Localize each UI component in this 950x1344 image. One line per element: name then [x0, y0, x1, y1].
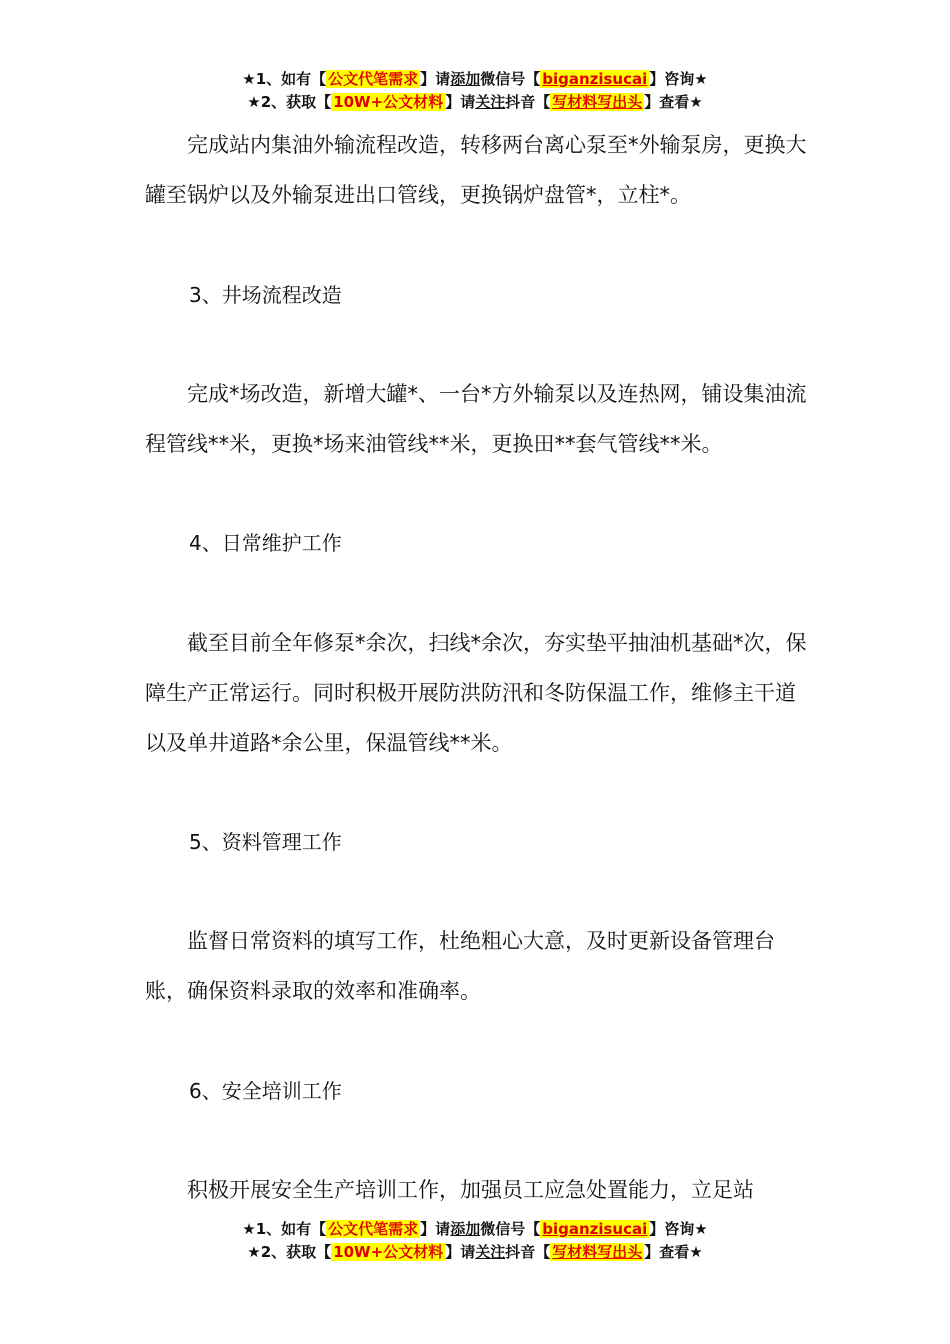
promo-highlight: 公文代笔需求	[328, 70, 419, 88]
promo-highlight: 10W+公文材料	[333, 1243, 444, 1261]
promo-text: ★1、如有【	[242, 70, 327, 88]
heading-records	[145, 817, 810, 867]
heading-maintenance	[145, 518, 810, 568]
heading-wellsite	[145, 270, 810, 320]
promo-highlight-wechat-id: biganzisucai	[542, 70, 648, 88]
promo-text: 抖音【	[505, 1243, 551, 1261]
promo-highlight-wechat-id: biganzisucai	[542, 1220, 648, 1238]
promo-text: ★1、如有【	[242, 1220, 327, 1238]
promo-text: 】咨询★	[649, 70, 708, 88]
promo-text: 】请	[445, 93, 476, 111]
promo-text: 】查看★	[644, 93, 703, 111]
promo-line-1	[0, 68, 950, 91]
section-heading: 3、井场流程改造	[189, 283, 342, 307]
heading-safety	[145, 1066, 810, 1116]
paragraph-records	[145, 916, 810, 1016]
promo-line-2	[0, 91, 950, 114]
promo-text: 】请	[445, 1243, 476, 1261]
body-text: 积极开展安全生产培训工作，加强员工应急处置能力，立足站	[187, 1178, 754, 1202]
promo-text: ★2、获取【	[247, 93, 332, 111]
promo-underlined: 添加	[450, 70, 481, 88]
promo-line-1	[0, 1218, 950, 1241]
section-heading: 6、安全培训工作	[189, 1079, 342, 1103]
body-text: 监督日常资料的填写工作，杜绝粗心大意，及时更新设备管理台账，确保资料录取的效率和准确率。	[145, 929, 775, 1003]
promo-text: 】请	[420, 70, 451, 88]
promo-underlined: 关注	[475, 93, 506, 111]
promo-text: 】请	[420, 1220, 451, 1238]
promo-highlight-douyin: 写材料写出头	[552, 1243, 643, 1261]
promo-highlight: 公文代笔需求	[328, 1220, 419, 1238]
promo-underlined: 添加	[450, 1220, 481, 1238]
promo-text: 】咨询★	[649, 1220, 708, 1238]
section-heading: 4、日常维护工作	[189, 531, 342, 555]
promo-text: 微信号【	[480, 1220, 541, 1238]
section-heading: 5、资料管理工作	[189, 830, 342, 854]
promo-text: ★2、获取【	[247, 1243, 332, 1261]
promo-text: 】查看★	[644, 1243, 703, 1261]
paragraph-maintenance	[145, 618, 810, 768]
promo-line-2	[0, 1241, 950, 1264]
promo-underlined: 关注	[475, 1243, 506, 1261]
body-text: 截至目前全年修泵*余次，扫线*余次，夯实垫平抽油机基础*次，保障生产正常运行。同时积极开展防洪防汛和冬防保温工作，维修主干道以及单井道路*余公里，保温管线**米。	[145, 631, 807, 755]
promo-highlight-douyin: 写材料写出头	[552, 93, 643, 111]
paragraph-station-flow	[145, 120, 810, 220]
body-text: 完成站内集油外输流程改造，转移两台离心泵至*外输泵房，更换大罐至锅炉以及外输泵进出口管线，更换锅炉盘管*，立柱*。	[145, 133, 807, 207]
body-text: 完成*场改造，新增大罐*、一台*方外输泵以及连热网，铺设集油流程管线**米，更换*场来油管线**米，更换田**套气管线**米。	[145, 382, 807, 456]
promo-highlight: 10W+公文材料	[333, 93, 444, 111]
paragraph-safety	[145, 1165, 810, 1215]
promo-text: 抖音【	[505, 93, 551, 111]
promo-banner-top	[0, 68, 950, 114]
paragraph-wellsite	[145, 369, 810, 469]
promo-text: 微信号【	[480, 70, 541, 88]
promo-banner-bottom	[0, 1218, 950, 1264]
